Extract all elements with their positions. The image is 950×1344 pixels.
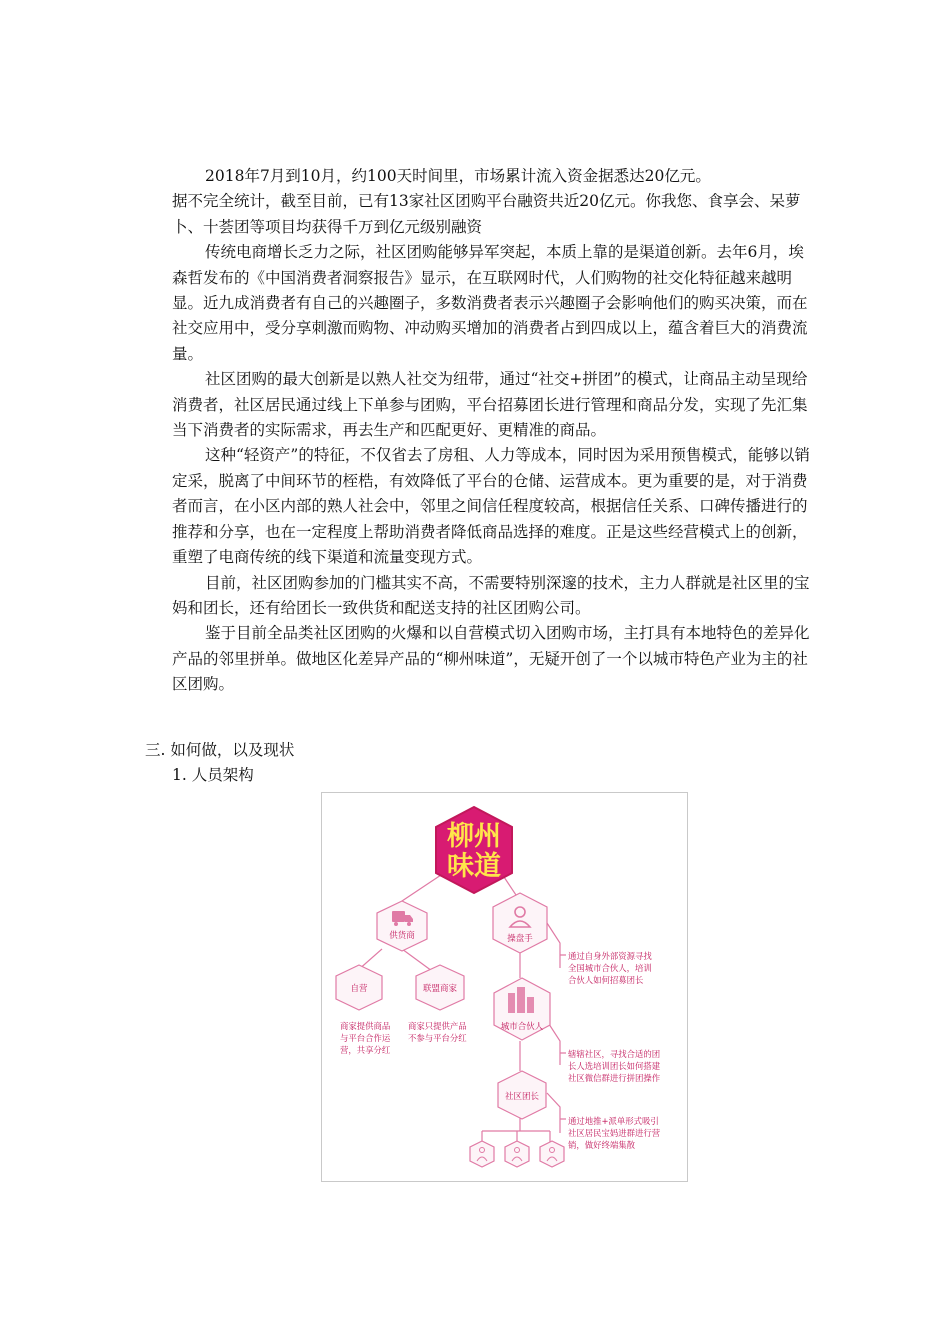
note-alliance-2: 不参与平台分红 (408, 1033, 467, 1043)
bracket-city (547, 1021, 566, 1065)
org-structure-diagram (321, 792, 688, 1182)
note-alliance-1: 商家只提供产品 (408, 1021, 467, 1031)
paragraph-3: 传统电商增长乏力之际，社区团购能够异军突起，本质上靠的是渠道创新。去年6月，埃森哲发布的《中国消费者洞察报告》显示，在互联网时代，人们购物的社交化特征越来越明显。近九成消费者有自己的兴趣圈子，多数消费者表示兴趣圈子会影响他们的购买决策，而在社交应用中，受分享刺激而购物、冲动购买增加的消费者占到四成以上，蕴含着巨大的消费流量。 (172, 243, 808, 363)
paragraph-6: 目前，社区团购参加的门槛其实不高，不需要特别深邃的技术，主力人群就是社区里的宝妈和团长，还有给团长一致供货和配送支持的社区团购公司。 (172, 573, 810, 617)
bracket-leader (547, 1093, 566, 1133)
hex-supplier (377, 901, 427, 951)
connector-leader-residents (482, 1113, 550, 1143)
connector-supplier-alliance (402, 949, 432, 971)
logo-text-line1: 柳州 (447, 821, 501, 852)
org-structure-svg (322, 793, 687, 1181)
hex-resident-2 (505, 1141, 529, 1167)
note-operator-3: 合伙人如何招募团长 (568, 975, 644, 985)
label-city-partner: 城市合伙人 (500, 1022, 544, 1032)
article-body (172, 164, 812, 698)
paragraph-5: 这种“轻资产”的特征，不仅省去了房租、人力等成本，同时因为采用预售模式，能够以销定采，脱离了中间环节的桎梏，有效降低了平台的仓储、运营成本。更为重要的是，对于消费者而言，在小区内部的熟人社会中，邻里之间信任程度较高，根据信任关系、口碑传播进行的推荐和分享，也在一定程度上帮助消费者降低商品选择的难度。正是这些经营模式上的创新，重塑了电商传统的线下渠道和流量变现方式。 (172, 446, 810, 567)
bracket-operator (547, 923, 566, 968)
paragraph-1: 2018年7月到10月，约100天时间里，市场累计流入资金据悉达20亿元。 (205, 167, 711, 185)
note-leader-1: 通过地推+派单形式吸引 (568, 1116, 659, 1126)
section-subheading: 1. 人员架构 (172, 766, 254, 784)
note-city-2: 长人选培训团长如何搭建 (568, 1061, 661, 1071)
note-city-3: 社区微信群进行拼团操作 (568, 1073, 661, 1083)
paragraph-4: 社区团购的最大创新是以熟人社交为纽带，通过“社交+拼团”的模式，让商品主动呈现给消费者，社区居民通过线上下单参与团购，平台招募团长进行管理和商品分发，实现了先汇集当下消费者的实际需求，再去生产和匹配更好、更精准的商品。 (172, 370, 808, 440)
label-self-run: 自营 (350, 984, 368, 994)
note-leader-2: 社区居民宝妈进群进行营 (568, 1128, 661, 1138)
paragraph-2: 据不完全统计，截至目前，已有13家社区团购平台融资共近20亿元。你我您、食享会、呆萝卜、十荟团等项目均获得千万到亿元级别融资 (172, 192, 801, 236)
note-operator-2: 全国城市合伙人，培训 (568, 963, 652, 973)
label-alliance: 联盟商家 (422, 984, 458, 994)
hex-operator (493, 893, 547, 953)
paragraph-7: 鉴于目前全品类社区团购的火爆和以自营模式切入团购市场，主打具有本地特色的差异化产品的邻里拼单。做地区化差异产品的“柳州味道”，无疑开创了一个以城市特色产业为主的社区团购。 (172, 624, 810, 694)
hex-resident-3 (540, 1141, 564, 1167)
section-heading: 三. 如何做，以及现状 (145, 741, 295, 759)
note-self-run-2: 与平台合作运 (340, 1033, 391, 1043)
hex-resident-1 (470, 1141, 494, 1167)
label-operator: 操盘手 (507, 934, 533, 944)
label-community-leader: 社区团长 (504, 1092, 540, 1102)
note-city-1: 辖辖社区，寻找合适的团 (568, 1049, 661, 1059)
label-supplier: 供货商 (389, 931, 415, 941)
logo-text-line2: 味道 (447, 851, 501, 882)
note-self-run-3: 营，共享分红 (340, 1045, 391, 1055)
note-operator-1: 通过自身外部资源寻找 (568, 951, 652, 961)
note-self-run-1: 商家提供商品 (340, 1021, 391, 1031)
note-leader-3: 销，做好终端集散 (568, 1140, 635, 1150)
